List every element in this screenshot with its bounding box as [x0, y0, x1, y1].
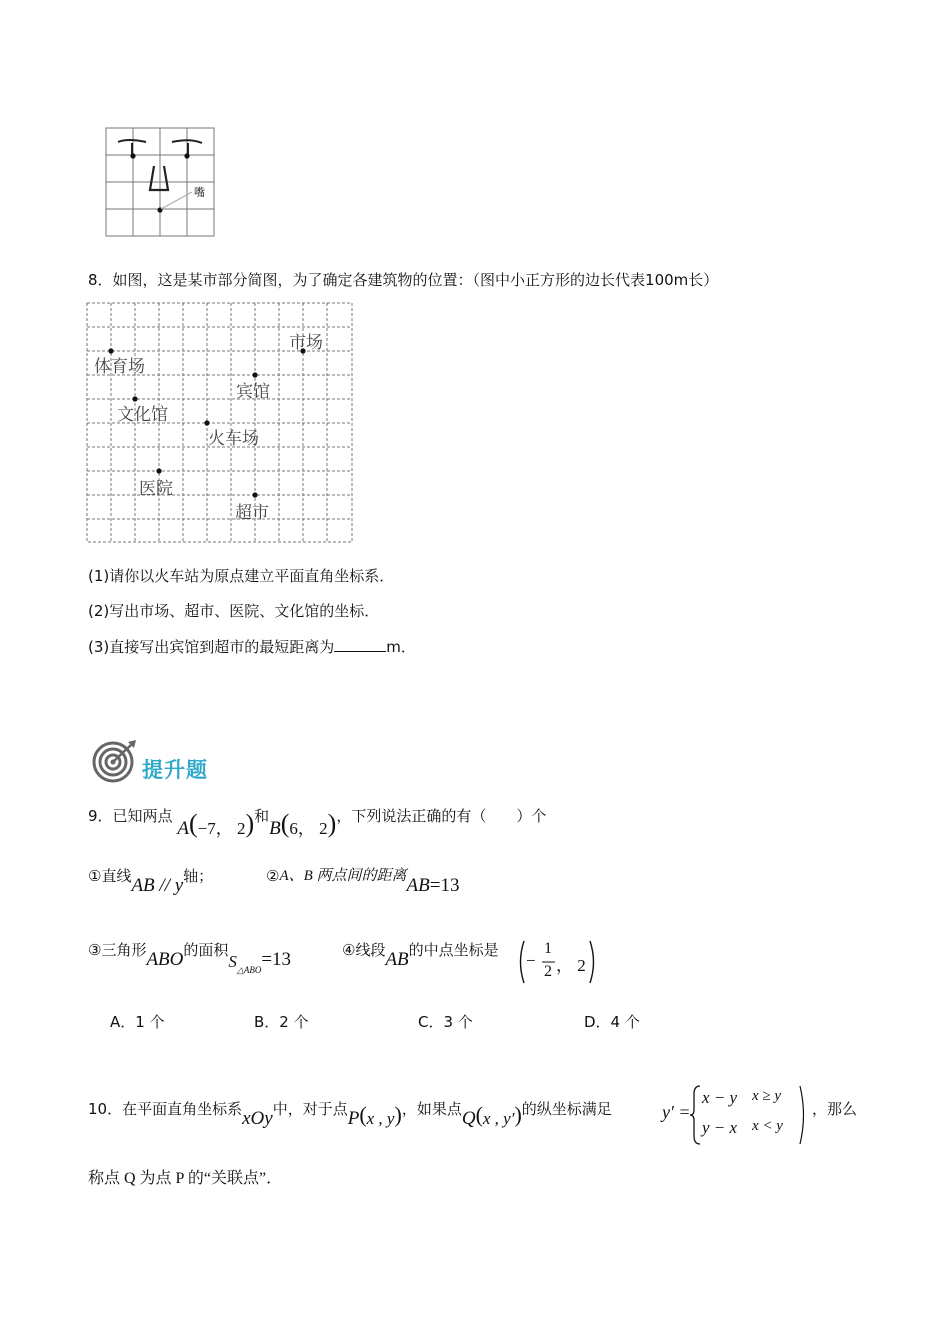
section-title: 提升题	[142, 757, 208, 782]
q9-statement-1: ①直线AB // y轴；	[88, 867, 214, 896]
q8-sub3-pre: (3)直接写出宾馆到超市的最短距离为	[88, 638, 335, 656]
point-A: A	[177, 818, 189, 839]
label-market: 市场	[289, 333, 323, 353]
point-A-coord: −7， 2	[197, 819, 246, 838]
mouth-label: 嘴	[194, 186, 205, 199]
hospital-dot	[156, 468, 161, 473]
label-station: 火车场	[208, 429, 259, 449]
label-stadium: 体育场	[94, 357, 145, 377]
left-eyebrow	[118, 140, 146, 142]
piecewise-definition	[660, 1082, 810, 1148]
section-badge	[92, 738, 232, 784]
q9-and: 和	[254, 807, 270, 825]
q9-option-a[interactable]: A．1 个	[110, 1013, 165, 1031]
supermarket-dot	[252, 492, 257, 497]
q10-line2: 称点 Q 为点 P 的“关联点”．	[88, 1170, 283, 1187]
answer-blank	[334, 637, 386, 652]
q8-sub2: (2)写出市场、超市、医院、文化馆的坐标．	[88, 602, 380, 620]
label-supermarket: 超市	[235, 503, 269, 523]
plane-xOy: xOy	[242, 1108, 273, 1129]
q8-stem: 8．如图，这是某市部分简图，为了确定各建筑物的位置：（图中小正方形的边长代表100m长）	[88, 271, 719, 289]
label-hotel: 宾馆	[236, 382, 270, 402]
point-B: B	[269, 818, 281, 839]
q9-option-c[interactable]: C．3 个	[418, 1013, 473, 1031]
line-AB-parallel-y: AB // y	[131, 875, 184, 896]
q9-option-d[interactable]: D．4 个	[584, 1013, 640, 1031]
q10-stem: 10．在平面直角坐标系xOy中，对于点P(x , y)，如果点Q(x , y′)的纵坐标满足	[88, 1100, 612, 1129]
q10-tail: ，那么	[812, 1100, 858, 1118]
midpoint-denominator: 2	[544, 963, 552, 980]
q9-option-b[interactable]: B．2 个	[254, 1013, 309, 1031]
y-prime: y′ =	[662, 1102, 691, 1122]
left-eye-dot	[130, 153, 135, 158]
q8-sub1: (1)请你以火车站为原点建立平面直角坐标系．	[88, 567, 395, 585]
q8-sub3	[88, 637, 416, 657]
target-icon	[92, 738, 138, 784]
label-cultural-center: 文化馆	[117, 405, 168, 425]
point-B-coord: 6， 2	[289, 819, 328, 838]
case-1: x − y	[702, 1088, 738, 1107]
point-P: P	[347, 1108, 360, 1129]
q9-statement-4: ④线段AB的中点坐标是	[342, 941, 499, 970]
point-Q: Q	[461, 1108, 476, 1129]
midpoint-y: ， 2	[556, 956, 586, 975]
midpoint-coordinate	[516, 938, 602, 986]
face-grid-svg	[104, 126, 216, 240]
label-hospital: 医院	[139, 479, 173, 499]
case-2: y − x	[702, 1118, 738, 1137]
q9-num: 9．已知两点	[88, 807, 173, 825]
q9-stem: 9．已知两点 A(−7， 2)和B(6， 2)，下列说法正确的有（ ）个	[88, 807, 547, 839]
case-2-condition: x < y	[752, 1118, 783, 1134]
midpoint-numerator: 1	[544, 940, 552, 957]
city-map	[86, 302, 354, 544]
q9-statement-3: ③三角形ABO的面积$S_{\triangle ABO}=13$	[88, 941, 292, 975]
midpoint-sign: −	[526, 951, 536, 970]
face-figure	[104, 126, 216, 240]
q8-sub3-post: m．	[386, 638, 416, 656]
case-1-condition: x ≥ y	[752, 1088, 782, 1104]
q9-tail: ，下列说法正确的有（ ）个	[336, 807, 547, 825]
q9-statement-2: ②A、B 两点间的距离AB=13	[266, 867, 460, 896]
